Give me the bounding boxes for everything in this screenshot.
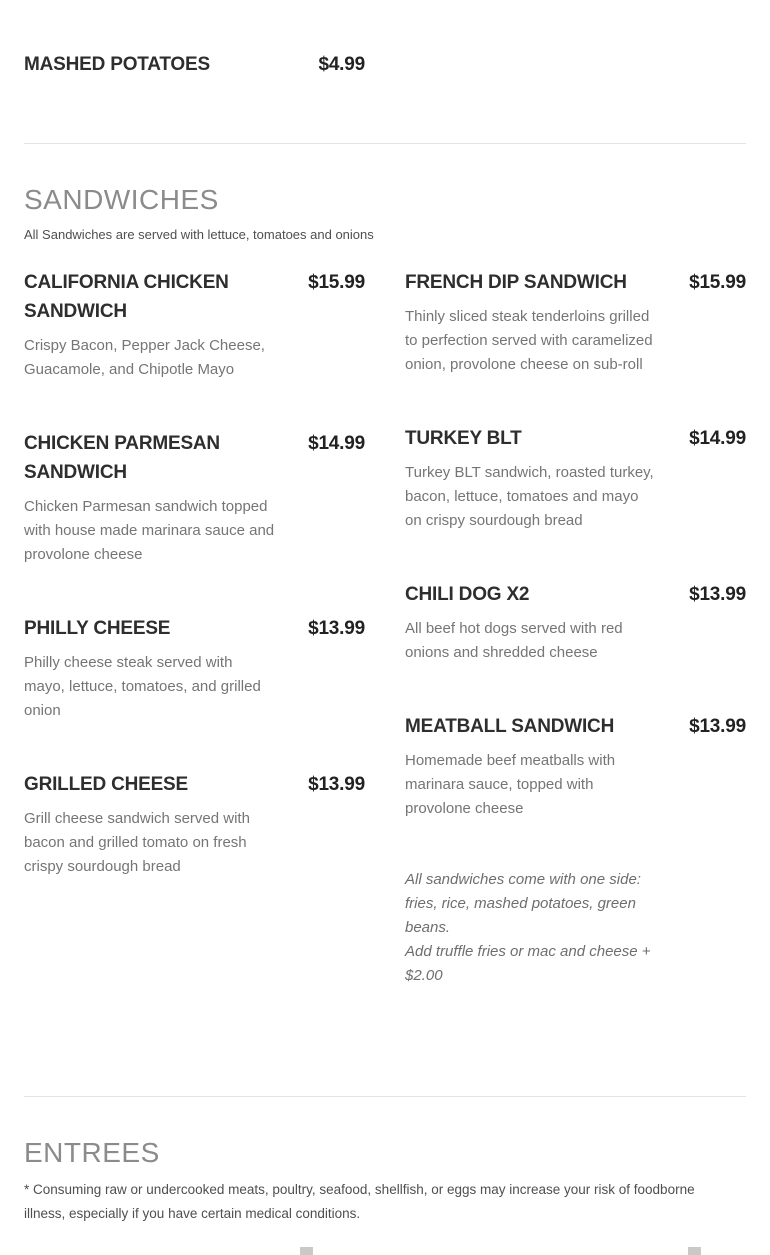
cutoff-text-remnant: [688, 1247, 701, 1255]
item-description: Turkey BLT sandwich, roasted turkey, bacon, lettuce, tomatoes and mayo on crispy sourdough bread: [405, 464, 654, 529]
item-description: Chicken Parmesan sandwich topped with house made marinara sauce and provolone cheese: [24, 498, 275, 563]
item-description: Thinly sliced steak tenderloins grilled to perfection served with caramelized onion, provolone cheese on sub-roll: [405, 308, 653, 373]
item-name: CHILI DOG X2: [405, 584, 530, 605]
menu-item: [405, 268, 746, 377]
item-price: $13.99: [689, 584, 746, 605]
item-name: TURKEY BLT: [405, 428, 522, 449]
right-column: [405, 268, 746, 988]
item-price: $15.99: [689, 272, 746, 293]
item-name: MASHED POTATOES: [24, 54, 210, 75]
menu-item: [405, 424, 746, 533]
disclaimer-text: * Consuming raw or undercooked meats, poultry, seafood, shellfish, or eggs may increase your risk of foodborne illness, especially if you have certain medical conditions.: [24, 1182, 695, 1221]
item-price: $4.99: [318, 54, 365, 75]
menu-item: [24, 770, 365, 879]
section-title: ENTREES: [24, 1137, 160, 1168]
side-note-line: Add truffle fries or mac and cheese + $2.00: [405, 943, 651, 984]
item-description: All beef hot dogs served with red onions and shredded cheese: [405, 620, 623, 661]
sandwich-side-note: [405, 868, 663, 988]
item-price: $15.99: [308, 272, 365, 293]
item-price: $14.99: [689, 428, 746, 449]
section-subtitle: All Sandwiches are served with lettuce, tomatoes and onions: [24, 227, 374, 242]
item-name: CHICKEN PARMESAN SANDWICH: [24, 433, 220, 483]
item-price: $13.99: [308, 774, 365, 795]
entrees-section: [24, 1136, 746, 1226]
item-name: PHILLY CHEESE: [24, 618, 171, 639]
cutoff-text-remnant: [300, 1247, 313, 1255]
menu-item: [405, 580, 746, 665]
item-name: GRILLED CHEESE: [24, 774, 188, 795]
item-name: FRENCH DIP SANDWICH: [405, 272, 627, 293]
item-description: Philly cheese steak served with mayo, lettuce, tomatoes, and grilled onion: [24, 654, 261, 719]
menu-item: [405, 712, 746, 821]
section-divider: [24, 1096, 746, 1097]
item-price: $13.99: [689, 716, 746, 737]
left-column: [24, 268, 365, 988]
item-price: $13.99: [308, 618, 365, 639]
menu-item: [24, 50, 365, 79]
sides-section-tail: [24, 0, 365, 79]
item-description: Grill cheese sandwich served with bacon and grilled tomato on fresh crispy sourdough bread: [24, 810, 250, 875]
section-divider: [24, 143, 746, 144]
sandwiches-section: [24, 183, 746, 1042]
menu-columns: [24, 268, 746, 988]
section-title: SANDWICHES: [24, 184, 219, 215]
menu-item: [24, 429, 365, 567]
item-description: Homemade beef meatballs with marinara sauce, topped with provolone cheese: [405, 752, 616, 817]
item-name: CALIFORNIA CHICKEN SANDWICH: [24, 272, 229, 322]
side-note-line: All sandwiches come with one side: fries, rice, mashed potatoes, green beans.: [405, 871, 641, 936]
item-name: MEATBALL SANDWICH: [405, 716, 615, 737]
menu-item: [24, 614, 365, 723]
menu-item: [24, 268, 365, 382]
item-description: Crispy Bacon, Pepper Jack Cheese, Guacamole, and Chipotle Mayo: [24, 337, 265, 378]
item-price: $14.99: [308, 433, 365, 454]
